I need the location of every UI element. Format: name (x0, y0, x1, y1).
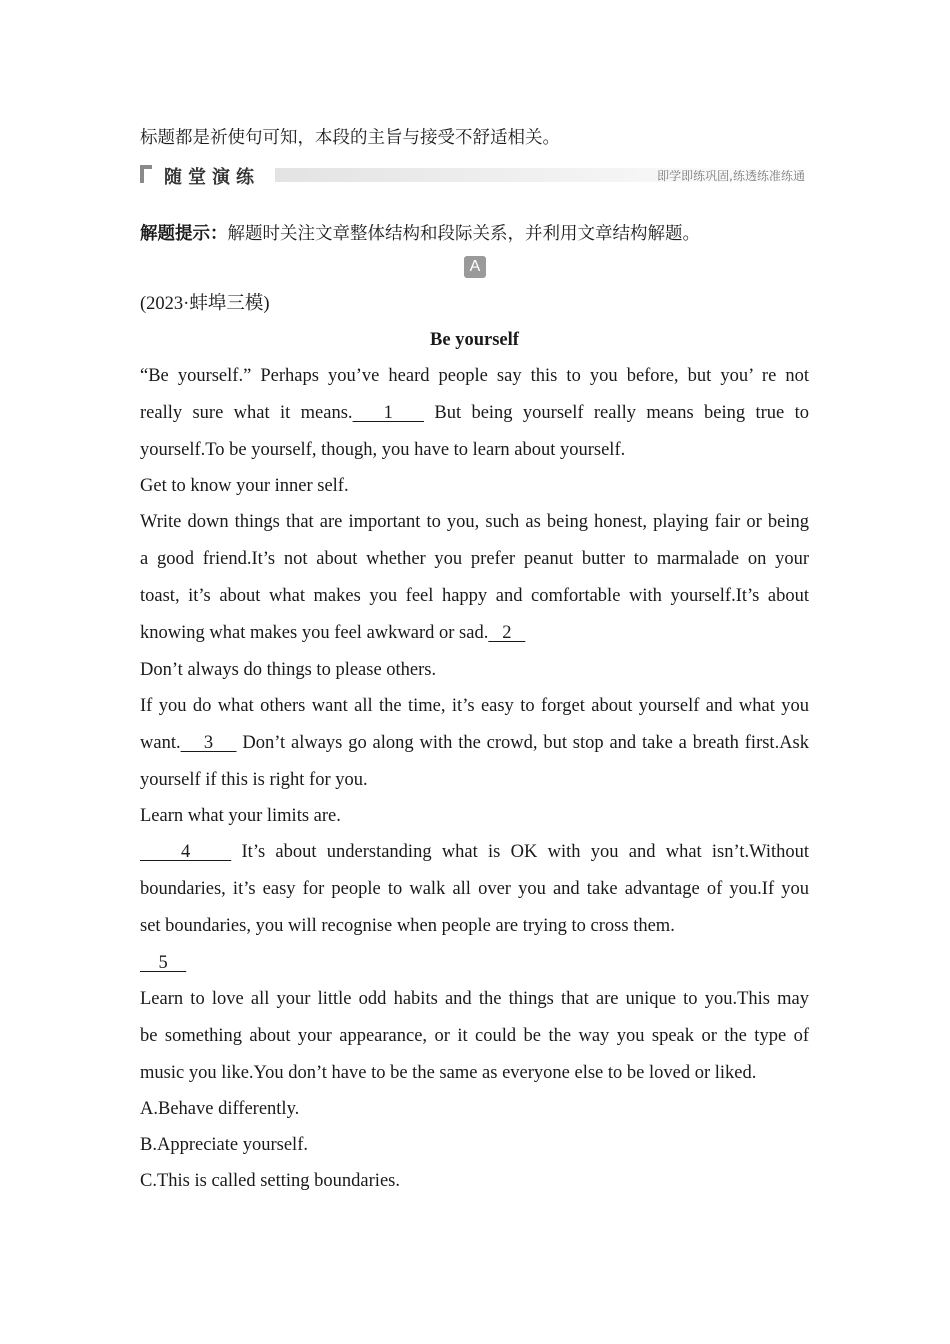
passage-badge: A (464, 256, 486, 278)
option-c: C.This is called setting boundaries. (140, 1171, 400, 1191)
text-run: want. (140, 733, 181, 753)
text-run: But being yourself really means being true to (423, 403, 809, 423)
hint-text: 解题时关注文章整体结构和段际关系，并利用文章结构解题。 (227, 224, 700, 244)
section-banner (140, 163, 809, 189)
hint-label: 解题提示： (140, 224, 228, 244)
paragraph-line (140, 401, 809, 425)
article-title: Be yourself (430, 330, 519, 350)
blank-5: 5 (140, 953, 187, 973)
source-line: (2023·蚌埠三模) (140, 294, 270, 314)
text-run: really sure what it means. (140, 403, 353, 423)
text-run: It’s about understanding what is OK with you and what isn’t.Without (231, 842, 809, 862)
paragraph-line: set boundaries, you will recognise when people are trying to cross them. (140, 916, 675, 936)
banner-note: 即学即练巩固,练透练准练通 (657, 169, 805, 183)
banner-corner-icon (140, 165, 152, 183)
hint-line (140, 222, 809, 246)
subheading: Get to know your inner self. (140, 476, 349, 496)
paragraph-line: yourself.To be yourself, though, you have to learn about yourself. (140, 440, 626, 460)
paragraph-line: “Be yourself.” Perhaps you’ve heard people say this to you before, but you’ re not (140, 366, 809, 386)
paragraph-line: Learn to love all your little odd habits and the things that are unique to you.This may (140, 989, 809, 1009)
paragraph-line: If you do what others want all the time, it’s easy to forget about yourself and what you (140, 696, 809, 716)
paragraph-line (140, 840, 809, 864)
paragraph-line: be something about your appearance, or it could be the way you speak or the type of (140, 1026, 809, 1046)
paragraph-line: toast, it’s about what makes you feel happy and comfortable with yourself.It’s about (140, 586, 809, 606)
subheading: Don’t always do things to please others. (140, 660, 437, 680)
intro-line: 标题都是祈使句可知，本段的主旨与接受不舒适相关。 (140, 128, 560, 148)
blank-2: 2 (488, 623, 526, 643)
banner-title: 随堂演练 (164, 167, 260, 188)
blank-3: 3 (180, 733, 237, 753)
paragraph-line: Write down things that are important to you, such as being honest, playing fair or being (140, 512, 809, 532)
paragraph-line (140, 951, 809, 975)
blank-4: 4 (140, 842, 232, 862)
text-run: Don’t always go along with the crowd, but stop and take a breath first.Ask (236, 733, 809, 753)
blank-1: 1 (352, 403, 424, 423)
option-a: A.Behave differently. (140, 1099, 300, 1119)
paragraph-line: a good friend.It’s not about whether you prefer peanut butter to marmalade on your (140, 549, 809, 569)
paragraph-line (140, 621, 809, 645)
paragraph-line: music you like.You don’t have to be the same as everyone else to be loved or liked. (140, 1063, 757, 1083)
paragraph-line (140, 731, 809, 755)
text-run: knowing what makes you feel awkward or sad. (140, 623, 489, 643)
option-b: B.Appreciate yourself. (140, 1135, 308, 1155)
subheading: Learn what your limits are. (140, 806, 341, 826)
paragraph-line: yourself if this is right for you. (140, 770, 368, 790)
paragraph-line: boundaries, it’s easy for people to walk all over you and take advantage of you.If you (140, 879, 809, 899)
